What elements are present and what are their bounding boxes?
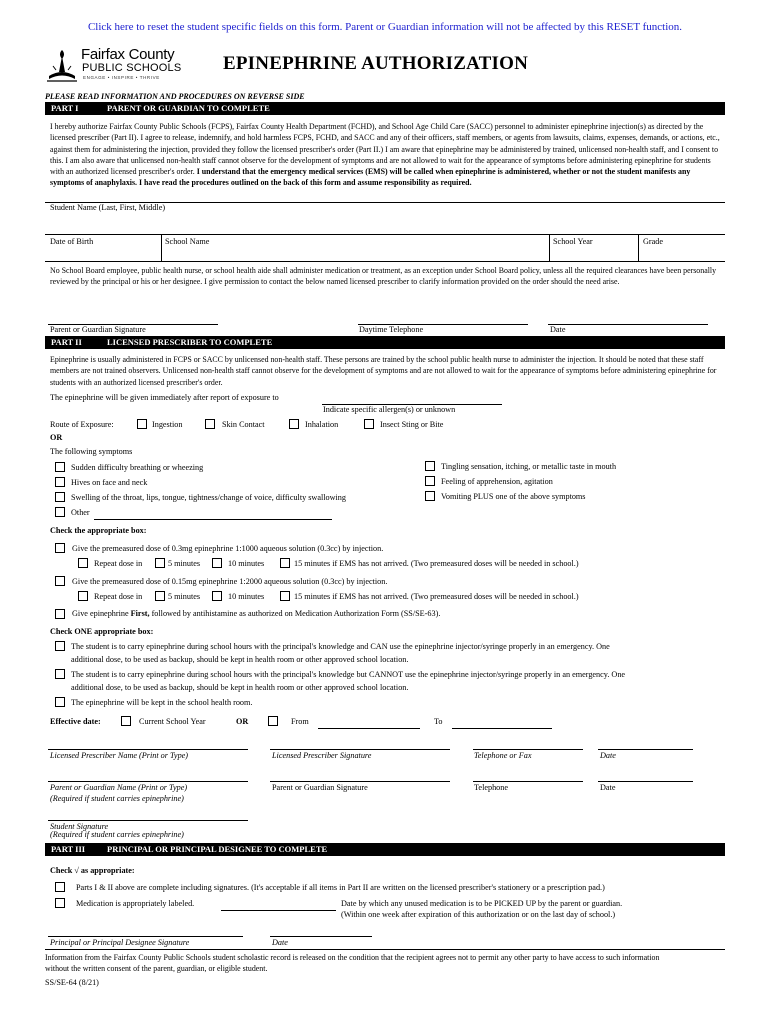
parent-required-label: (Required if student carries epinephrine): [50, 794, 184, 803]
repeat-dose-1-label: Repeat dose in: [94, 559, 143, 568]
effective-date-label: Effective date:: [50, 717, 101, 726]
part3-number: PART III: [51, 844, 86, 854]
part1-authorization-text: [50, 121, 722, 189]
carry-cannot-line2: additional dose, to be used as backup, should be kept in health room or other approved school location.: [71, 683, 409, 692]
medication-labeled-label: Medication is appropriately labeled.: [76, 899, 195, 908]
symptom-swelling-checkbox[interactable]: [55, 492, 65, 502]
symptom-breathing-label: Sudden difficulty breathing or wheezing: [71, 463, 204, 472]
prescriber-name-line[interactable]: [48, 749, 248, 750]
lamp-of-learning-icon: [45, 46, 79, 84]
epinephrine-first-bold: First,: [130, 609, 150, 618]
pickup-date-line[interactable]: [221, 910, 336, 911]
repeat-dose-2-label: Repeat dose in: [94, 592, 143, 601]
part1-authorization-normal: I hereby authorize Fairfax County Public Schools (FCPS), Fairfax County Health Department (FCHD), and School Age Child Care (SACC) personnel to administer epinephrine injection(s) as directed by the licensed prescriber (Part II). I agree to release, indemnify, and hold harmless FCPS, FCHD, and SACC and any of their officers, staff members, or agents from lawsuits, claims, expenses, demands, or actions, etc., against them for administering the injection, provided they follow the licensed prescriber's order (Part II.) I am aware that epinephrine may be administered by trained, unlicensed non-health staff, and I consent to this. I am also aware that unlicensed non-health staff cannot observe for the development of symptoms and are not allowed to wait for the appearance of symptoms before administering epinephrine for students with an authorized licensed prescriber's order.: [50, 122, 720, 177]
form-id: SS/SE-64 (8/21): [45, 978, 99, 987]
symptom-hives-checkbox[interactable]: [55, 477, 65, 487]
symptom-other-label: Other: [71, 508, 90, 517]
from-label: From: [291, 717, 309, 726]
parent-phone-line[interactable]: [473, 781, 583, 782]
symptom-hives-label: Hives on face and neck: [71, 478, 148, 487]
logo-line2: PUBLIC SCHOOLS: [82, 62, 182, 74]
student-signature-line[interactable]: [48, 820, 248, 821]
check-appropriate-label: Check the appropriate box:: [50, 526, 147, 535]
repeat-10min-2-checkbox[interactable]: [212, 591, 222, 601]
divider: [549, 234, 550, 261]
from-date-line[interactable]: [318, 728, 420, 729]
epinephrine-first-post: followed by antihistamine as authorized on Medication Authorization Form (SS/SE-63).: [149, 609, 441, 618]
insect-sting-checkbox[interactable]: [364, 419, 374, 429]
symptom-vomiting-checkbox[interactable]: [425, 491, 435, 501]
repeat-15min-2-label: 15 minutes if EMS has not arrived. (Two premeasured doses will be needed in school.): [294, 592, 579, 601]
divider: [638, 234, 639, 261]
symptom-apprehension-checkbox[interactable]: [425, 476, 435, 486]
symptom-vomiting-label: Vomiting PLUS one of the above symptoms: [441, 492, 586, 501]
symptom-other-line[interactable]: [94, 519, 332, 520]
prescriber-date-line[interactable]: [598, 749, 693, 750]
to-date-line[interactable]: [452, 728, 552, 729]
symptom-swelling-label: Swelling of the throat, lips, tongue, tightness/change of voice, difficulty swallowing: [71, 493, 346, 502]
following-symptoms-label: The following symptoms: [50, 447, 133, 456]
logo-line1: Fairfax County: [81, 46, 175, 63]
date-line[interactable]: [548, 324, 708, 325]
health-room-checkbox[interactable]: [55, 697, 65, 707]
or-label: OR: [50, 433, 63, 442]
dob-label: Date of Birth: [50, 237, 94, 246]
pickup-line2: (Within one week after expiration of this authorization or on the last day of school.): [341, 910, 616, 919]
repeat-5min-2-label: 5 minutes: [168, 592, 201, 601]
privacy-notice: Information from the Fairfax County Public Schools student scholastic record is released on the condition that the recipient agrees not to permit any other party to have access to such information without the written consent of the parent, guardian, or eligible student.: [45, 953, 660, 973]
divider: [161, 234, 162, 261]
parent-phone-label: Telephone: [474, 783, 508, 792]
carry-cannot-checkbox[interactable]: [55, 669, 65, 679]
parent-date-line[interactable]: [598, 781, 693, 782]
parts-complete-checkbox[interactable]: [55, 882, 65, 892]
repeat-15min-2-checkbox[interactable]: [280, 591, 290, 601]
logo-tagline: ENGAGE • INSPIRE • THRIVE: [83, 75, 160, 80]
pickup-line1: Date by which any unused medication is to be PICKED UP by the parent or guardian.: [341, 899, 623, 908]
school-year-label: School Year: [553, 237, 593, 246]
inhalation-label: Inhalation: [305, 420, 339, 429]
dose-015mg-label: Give the premeasured dose of 0.15mg epinephrine 1:2000 aqueous solution (0.3cc) by injection.: [72, 577, 388, 586]
prescriber-phone-label: Telephone or Fax: [474, 751, 532, 760]
current-school-year-label: Current School Year: [139, 717, 206, 726]
repeat-dose-2-checkbox[interactable]: [78, 591, 88, 601]
carry-can-line2: additional dose, to be used as backup, should be kept in health room or other approved school location.: [71, 655, 409, 664]
ingestion-checkbox[interactable]: [137, 419, 147, 429]
student-name-label: Student Name (Last, First, Middle): [50, 203, 166, 212]
to-label: To: [434, 717, 443, 726]
principal-date-line[interactable]: [270, 936, 372, 937]
symptom-other-checkbox[interactable]: [55, 507, 65, 517]
repeat-5min-2-checkbox[interactable]: [155, 591, 165, 601]
prescriber-signature-line[interactable]: [270, 749, 450, 750]
daytime-phone-label: Daytime Telephone: [359, 325, 424, 334]
allergen-label: Indicate specific allergen(s) or unknown: [323, 405, 456, 414]
given-after-label: The epinephrine will be given immediately after report of exposure to: [50, 393, 279, 402]
ingestion-label: Ingestion: [152, 420, 183, 429]
page-title: EPINEPHRINE AUTHORIZATION: [223, 53, 529, 74]
carry-can-checkbox[interactable]: [55, 641, 65, 651]
principal-signature-line[interactable]: [48, 936, 243, 937]
epinephrine-first-label: [72, 609, 440, 619]
repeat-5min-1-label: 5 minutes: [168, 559, 201, 568]
parent-date-label: Date: [600, 783, 616, 792]
part1-authorization-bold: I understand that the emergency medical services (EMS) will be called when epinephrine is administered, whether or not the student manifests any symptoms of anaphylaxis. I have read the procedures outlined on the back of this form and assume responsibility as required.: [50, 167, 691, 188]
parent-name-line[interactable]: [48, 781, 248, 782]
insect-sting-label: Insect Sting or Bite: [380, 420, 444, 429]
student-required-label: (Required if student carries epinephrine): [50, 830, 184, 839]
date-range-checkbox[interactable]: [268, 716, 278, 726]
effective-or-label: OR: [236, 717, 249, 726]
parts-complete-label: Parts I & II above are complete including signatures. (It's acceptable if all items in Part II are written on the licensed prescriber's stationery or a prescription pad.): [76, 883, 605, 892]
medication-labeled-checkbox[interactable]: [55, 898, 65, 908]
symptom-tingling-checkbox[interactable]: [425, 461, 435, 471]
part2-intro-text: Epinephrine is usually administered in FCPS or SACC by unlicensed non-health staff. These persons are trained by the school public health nurse to administer the injection. It should be noted that these staff members are not trained observers. Unlicensed non-health staff cannot observe for the development of symptoms and are not allowed to wait for the appearance of symptoms before administering epinephrine for students with an authorized licensed prescriber's order.: [50, 355, 717, 387]
carry-cannot-line1: The student is to carry epinephrine during school hours with the principal's knowledge but CANNOT use the epinephrine injector/syringe properly in an emergency. One: [71, 670, 626, 679]
repeat-15min-1-checkbox[interactable]: [280, 558, 290, 568]
part3-header: [45, 843, 725, 856]
consent-text: No School Board employee, public health nurse, or school health aide shall administer medication or treatment, as an exception under School Board policy, unless all the required clearances have been personally reviewed by the principal or his or her designee. I give permission to contact the below named licensed prescriber to clarify information provided on the order should the need arise.: [50, 266, 717, 287]
date-label: Date: [550, 325, 566, 334]
skin-contact-label: Skin Contact: [222, 420, 265, 429]
part1-number: PART I: [51, 103, 79, 113]
check-appropriate-label-2: Check √ as appropriate:: [50, 866, 135, 875]
divider: [45, 234, 725, 235]
route-label: Route of Exposure:: [50, 420, 114, 429]
repeat-10min-1-checkbox[interactable]: [212, 558, 222, 568]
prescriber-signature-label: Licensed Prescriber Signature: [272, 751, 372, 760]
part1-header: [45, 102, 725, 115]
repeat-10min-2-label: 10 minutes: [228, 592, 265, 601]
repeat-5min-1-checkbox[interactable]: [155, 558, 165, 568]
school-name-label: School Name: [165, 237, 210, 246]
parent-signature-line-2[interactable]: [270, 781, 450, 782]
principal-date-label: Date: [272, 938, 288, 947]
read-note: PLEASE READ INFORMATION AND PROCEDURES ON REVERSE SIDE: [45, 92, 305, 101]
inhalation-checkbox[interactable]: [289, 419, 299, 429]
symptom-tingling-label: Tingling sensation, itching, or metallic taste in mouth: [441, 462, 617, 471]
current-school-year-checkbox[interactable]: [121, 716, 131, 726]
grade-label: Grade: [643, 237, 664, 246]
skin-contact-checkbox[interactable]: [205, 419, 215, 429]
epinephrine-first-checkbox[interactable]: [55, 609, 65, 619]
divider: [45, 949, 725, 950]
divider: [45, 261, 725, 262]
prescriber-phone-line[interactable]: [473, 749, 583, 750]
symptom-breathing-checkbox[interactable]: [55, 462, 65, 472]
dose-015mg-checkbox[interactable]: [55, 576, 65, 586]
part1-title: PARENT OR GUARDIAN TO COMPLETE: [107, 103, 270, 113]
health-room-label: The epinephrine will be kept in the school health room.: [71, 698, 253, 707]
part2-header: [45, 336, 725, 349]
parent-name-label: Parent or Guardian Name (Print or Type): [50, 783, 188, 792]
carry-can-line1: The student is to carry epinephrine during school hours with the principal's knowledge and CAN use the epinephrine injector/syringe properly in an emergency. One: [71, 642, 610, 651]
dose-03mg-checkbox[interactable]: [55, 543, 65, 553]
student-signature-label: Student Signature: [50, 822, 109, 831]
prescriber-name-label: Licensed Prescriber Name (Print or Type): [50, 751, 189, 760]
dose-03mg-label: Give the premeasured dose of 0.3mg epinephrine 1:1000 aqueous solution (0.3cc) by injection.: [72, 544, 384, 553]
prescriber-date-label: Date: [600, 751, 616, 760]
reset-link[interactable]: Click here to reset the student specific fields on this form. Parent or Guardian information will not be affected by this RESET function.: [87, 21, 683, 33]
repeat-dose-1-checkbox[interactable]: [78, 558, 88, 568]
principal-signature-label: Principal or Principal Designee Signature: [50, 938, 190, 947]
part3-title: PRINCIPAL OR PRINCIPAL DESIGNEE TO COMPLETE: [107, 844, 328, 854]
repeat-10min-1-label: 10 minutes: [228, 559, 265, 568]
repeat-15min-1-label: 15 minutes if EMS has not arrived. (Two premeasured doses will be needed in school.): [294, 559, 579, 568]
part2-title: LICENSED PRESCRIBER TO COMPLETE: [107, 337, 273, 347]
fcps-logo: [45, 46, 195, 84]
check-one-label: Check ONE appropriate box:: [50, 627, 154, 636]
parent-signature-label-2: Parent or Guardian Signature: [272, 783, 368, 792]
part2-number: PART II: [51, 337, 82, 347]
parent-signature-label: Parent or Guardian Signature: [50, 325, 146, 334]
symptom-apprehension-label: Feeling of apprehension, agitation: [441, 477, 553, 486]
epinephrine-first-pre: Give epinephrine: [72, 609, 131, 618]
